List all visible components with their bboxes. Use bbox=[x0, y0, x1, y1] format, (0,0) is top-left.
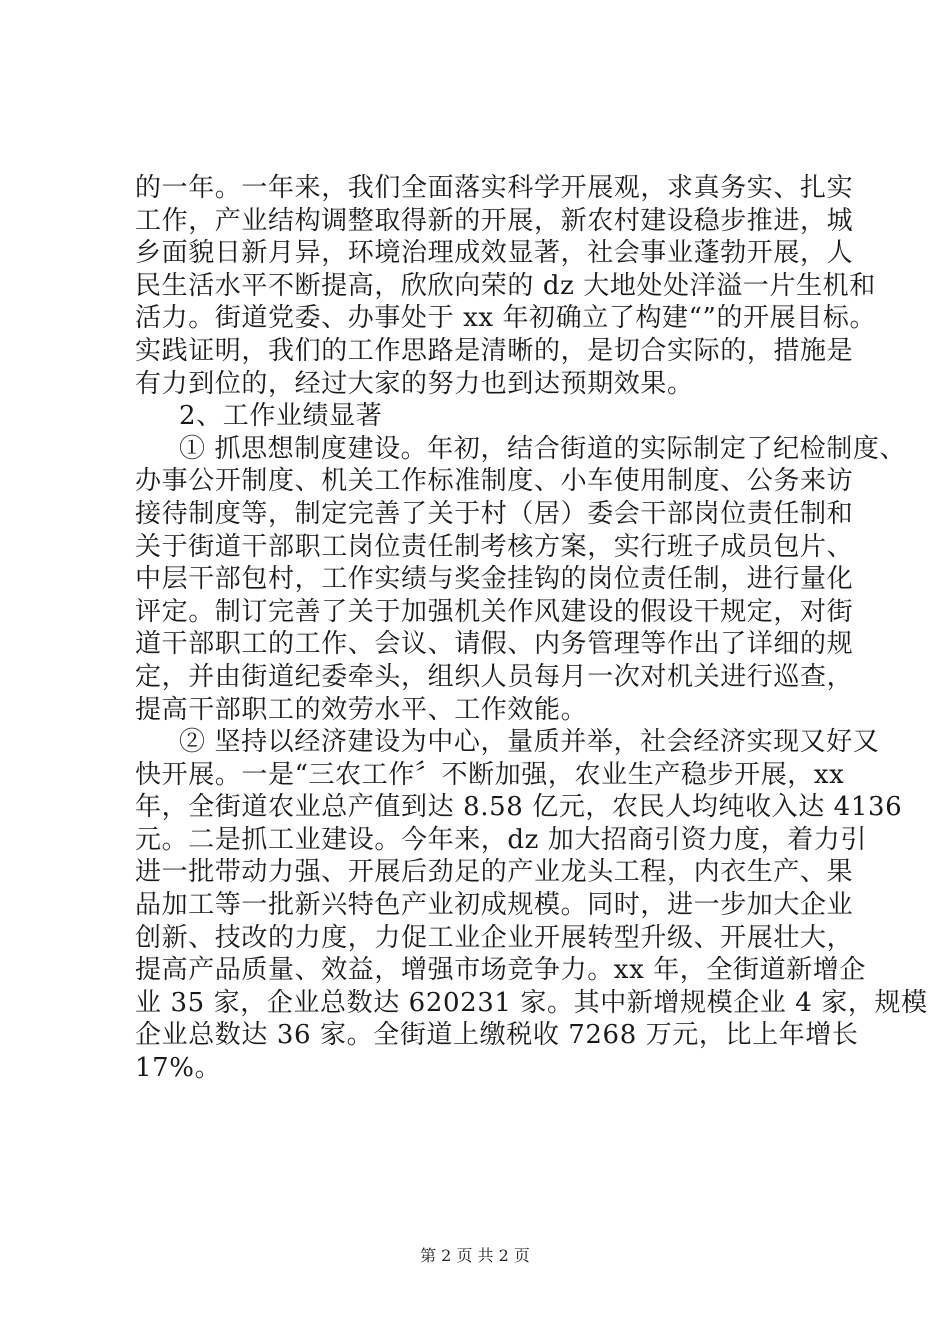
text-line: 进一批带动力强、开展后劲足的产业龙头工程，内衣生产、果 bbox=[135, 857, 854, 888]
page-footer: 第 2 页 共 2 页 bbox=[420, 1246, 530, 1265]
paragraph-first-line: ① 抓思想制度建设。年初，结合街道的实际制定了纪检制度、 bbox=[179, 433, 907, 464]
text-line: 企业总数达 36 家。全街道上缴税收 7268 万元，比上年增长 bbox=[135, 1020, 859, 1051]
document-body bbox=[135, 172, 928, 1085]
text-line: 乡面貌日新月异，环境治理成效显著，社会事业蓬勃开展，人 bbox=[135, 238, 854, 269]
text-line: 有力到位的，经过大家的努力也到达预期效果。 bbox=[135, 368, 694, 399]
text-line: 业 35 家，企业总数达 620231 家。其中新增规模企业 4 家，规模 bbox=[135, 987, 928, 1018]
text-line: 的一年。一年来，我们全面落实科学开展观，求真务实、扎实 bbox=[135, 173, 854, 203]
text-line: 提高干部职工的效劳水平、工作效能。 bbox=[135, 694, 588, 725]
text-line: 提高产品质量、效益，增强市场竞争力。xx 年，全街道新增企 bbox=[135, 955, 866, 986]
text-line: 快开展。一是“三农工作〞不断加强，农业生产稳步开展，xx bbox=[135, 759, 845, 790]
text-line: 评定。制订完善了关于加强机关作风建设的假设干规定，对街 bbox=[135, 596, 854, 627]
section-heading: 2、工作业绩显著 bbox=[179, 401, 383, 432]
text-line: 关于街道干部职工岗位责任制考核方案，实行班子成员包片、 bbox=[135, 531, 854, 562]
text-line: 民生活水平不断提高，欣欣向荣的 dz 大地处处洋溢一片生机和 bbox=[135, 270, 876, 301]
text-line: 元。二是抓工业建设。今年来，dz 加大招商引资力度，着力引 bbox=[135, 824, 868, 855]
text-line: 17%。 bbox=[135, 1053, 222, 1084]
text-line: 实践证明，我们的工作思路是清晰的，是切合实际的，措施是 bbox=[135, 335, 854, 366]
text-line: 创新、技改的力度，力促工业企业开展转型升级、开展壮大， bbox=[135, 922, 854, 953]
text-line: 办事公开制度、机关工作标准制度、小车使用制度、公务来访 bbox=[135, 466, 854, 497]
text-line: 工作，产业结构调整取得新的开展，新农村建设稳步推进，城 bbox=[135, 205, 854, 236]
text-line: 活力。街道党委、办事处于 xx 年初确立了构建“”的开展目标。 bbox=[135, 303, 877, 334]
text-line: 道干部职工的工作、会议、请假、内务管理等作出了详细的规 bbox=[135, 629, 854, 660]
text-line: 接待制度等，制定完善了关于村（居）委会干部岗位责任制和 bbox=[135, 498, 854, 529]
text-line: 定，并由街道纪委牵头，组织人员每月一次对机关进行巡查， bbox=[135, 661, 854, 692]
text-line: 中层干部包村，工作实绩与奖金挂钩的岗位责任制，进行量化 bbox=[135, 564, 854, 595]
paragraph-first-line: ② 坚持以经济建设为中心，量质并举，社会经济实现又好又 bbox=[179, 727, 880, 758]
text-line: 品加工等一批新兴特色产业初成规模。同时，进一步加大企业 bbox=[135, 890, 854, 921]
text-line: 年，全街道农业总产值到达 8.58 亿元，农民人均纯收入达 4136 bbox=[135, 792, 903, 823]
